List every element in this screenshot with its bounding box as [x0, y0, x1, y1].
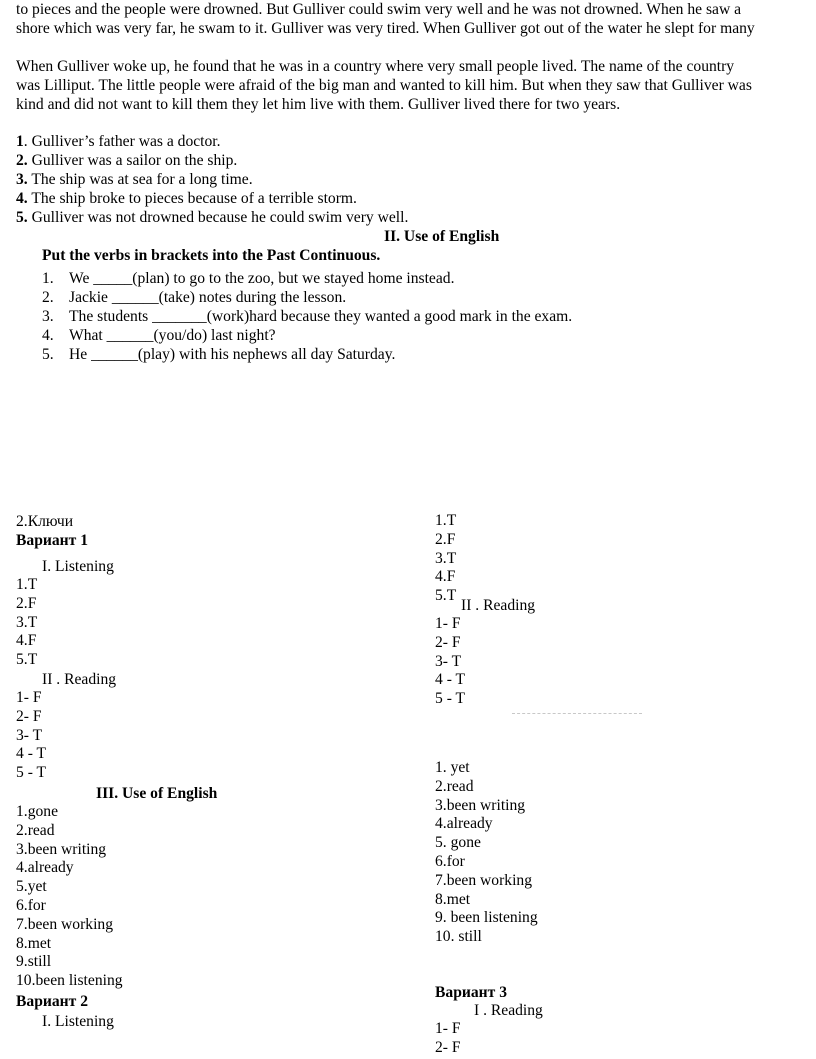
- answer-item: 10. still: [435, 928, 482, 946]
- statement-item: 5. Gulliver was not drowned because he could swim very well.: [16, 209, 409, 226]
- use-of-english-instruction: Put the verbs in brackets into the Past Continuous.: [42, 247, 381, 264]
- use-of-english-answers-left: [16, 803, 123, 991]
- answer-item: 3.been writing: [16, 840, 107, 858]
- listening-answers-right: [435, 512, 456, 606]
- answer-item: 8.met: [16, 934, 52, 952]
- answer-item: 3.T: [435, 549, 457, 567]
- answer-item: 1- F: [435, 615, 461, 632]
- answer-item: 5.T: [16, 651, 38, 669]
- reading-answers-left: [16, 689, 46, 783]
- answer-item: 3- T: [435, 652, 462, 670]
- answer-item: 1- F: [435, 1020, 461, 1037]
- answer-item: 2- F: [435, 633, 461, 651]
- exercise-text: We _____(plan) to go to the zoo, but we stayed home instead.: [69, 270, 455, 287]
- answer-item: 7.been working: [435, 871, 533, 889]
- exercise-num: 5.: [42, 346, 54, 363]
- answer-item: 1.T: [435, 512, 457, 529]
- faint-divider: [512, 713, 642, 716]
- answer-item: 9. been listening: [435, 909, 538, 927]
- variant-3-heading: Вариант 3: [435, 984, 507, 1001]
- use-of-english-key-heading: III. Use of English: [96, 785, 218, 802]
- exercise-text: What ______(you/do) last night?: [69, 327, 276, 344]
- answer-item: 5.T: [435, 587, 457, 605]
- answer-item: 5 - T: [16, 764, 47, 782]
- exercise-text: Jackie ______(take) notes during the lesson.: [69, 289, 347, 306]
- answer-item: 4.already: [435, 815, 493, 833]
- answer-item: 7.been working: [16, 915, 114, 933]
- exercise-text: He ______(play) with his nephews all day Saturday.: [69, 346, 396, 363]
- answer-item: 2- F: [435, 1038, 461, 1056]
- answer-item: 4.already: [16, 859, 74, 877]
- answer-item: 2.read: [16, 821, 55, 839]
- statement-item: 4. The ship broke to pieces because of a terrible storm.: [16, 190, 357, 207]
- answer-item: 10.been listening: [16, 972, 123, 990]
- answer-item: 9.still: [16, 953, 52, 971]
- answer-item: 1. yet: [435, 759, 470, 776]
- answer-item: 5.yet: [16, 878, 47, 896]
- exercise-text: The students _______(work)hard because they wanted a good mark in the exam.: [69, 308, 573, 325]
- story-line: When Gulliver woke up, he found that he was in a country where very small people lived. The name of the country: [16, 58, 735, 75]
- answer-item: 6.for: [16, 896, 46, 914]
- answer-item: 4.F: [16, 632, 37, 650]
- answer-item: 3.T: [16, 613, 38, 631]
- answer-item: 1.gone: [16, 803, 59, 820]
- reading-heading-right: II . Reading: [461, 597, 536, 614]
- variant-1-heading: Вариант 1: [16, 532, 88, 549]
- story-line: to pieces and the people were drowned. But Gulliver could swim very well and he was not drowned. When he saw a: [16, 1, 742, 18]
- exercise-num: 3.: [42, 308, 54, 325]
- use-of-english-answers-right: [435, 759, 538, 947]
- answer-item: 4.F: [435, 568, 456, 586]
- answer-item: 1.T: [16, 576, 38, 593]
- variant-2-heading: Вариант 2: [16, 993, 88, 1010]
- answer-item: 6.for: [435, 852, 465, 870]
- story-paragraph-2: [16, 57, 802, 114]
- statements-list: [16, 132, 802, 227]
- listening-heading-2: I. Listening: [42, 1013, 114, 1030]
- exercise-num: 1.: [42, 270, 54, 287]
- statement-item: 2. Gulliver was a sailor on the ship.: [16, 152, 238, 169]
- answer-item: 2.F: [16, 594, 37, 612]
- answer-item: 3.been writing: [435, 796, 526, 814]
- reading-answers-3: [435, 1020, 461, 1058]
- answer-item: 5 - T: [435, 690, 466, 708]
- answer-item: 2.F: [435, 530, 456, 548]
- answer-item: 4 - T: [435, 671, 466, 689]
- answer-item: 2- F: [16, 707, 42, 725]
- answer-item: 1- F: [16, 689, 42, 706]
- story-line: shore which was very far, he swam to it. Gulliver was very tired. When Gulliver got out of the water he slept for many: [16, 20, 755, 37]
- story-paragraph-1: [16, 0, 802, 38]
- listening-answers-left: [16, 576, 37, 670]
- answer-item: 2.read: [435, 777, 474, 795]
- exercise-num: 4.: [42, 327, 54, 344]
- use-of-english-heading: II. Use of English: [384, 228, 500, 245]
- listening-heading: I. Listening: [42, 558, 114, 575]
- reading-answers-right: [435, 615, 465, 709]
- reading-heading-3: I . Reading: [474, 1002, 543, 1019]
- answer-item: 4 - T: [16, 745, 47, 763]
- statement-item: 3. The ship was at sea for a long time.: [16, 171, 253, 188]
- story-line: kind and did not want to kill them they let him live with them. Gulliver lived there for two years.: [16, 96, 621, 113]
- answer-item: 5. gone: [435, 834, 481, 852]
- answer-item: 3- T: [16, 726, 43, 744]
- statement-item: 1. Gulliver’s father was a doctor.: [16, 133, 221, 150]
- story-line: was Lilliput. The little people were afraid of the big man and wanted to kill him. But when they saw that Gulliver was: [16, 77, 752, 94]
- reading-heading: II . Reading: [42, 671, 117, 688]
- answer-item: 8.met: [435, 890, 471, 908]
- exercise-num: 2.: [42, 289, 54, 306]
- keys-title: 2.Ключи: [16, 513, 74, 530]
